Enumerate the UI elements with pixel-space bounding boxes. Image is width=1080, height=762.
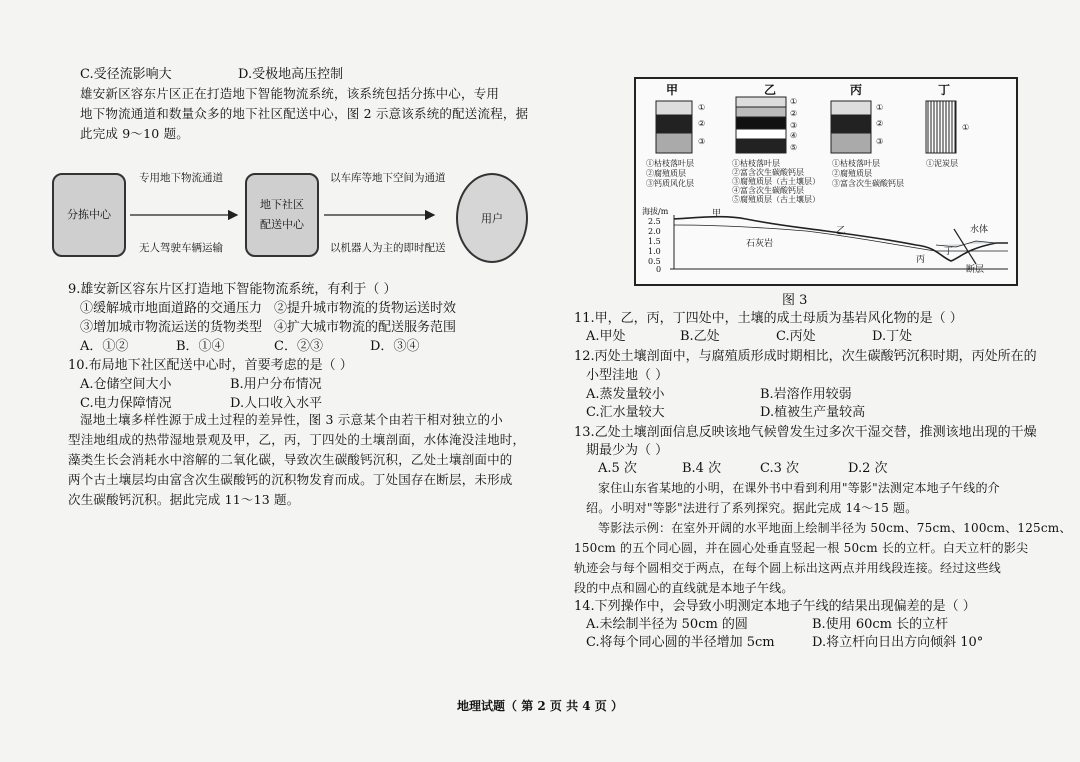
arrow1-bottom-label: 无人驾驶车辆运输 [139, 242, 223, 254]
tick-2-0: 2.0 [648, 227, 661, 236]
q8-option-c: C.受径流影响大 [80, 67, 172, 82]
bing-num-1: ① [876, 103, 884, 112]
yi-num-5: ⑤ [790, 143, 798, 152]
intro-9-10-line3: 此完成 9～10 题。 [80, 126, 190, 141]
q9-opt3: ③增加城市物流运送的货物类型 [80, 320, 263, 335]
q14-stem: 14.下列操作中，会导致小明测定本地子午线的结果出现偏差的是（ ） [574, 599, 976, 614]
fault-label: 断层 [966, 265, 985, 275]
q12-b: B.岩溶作用较弱 [760, 387, 852, 402]
q13-b: B.4 次 [682, 461, 722, 476]
profile-yi-title: 乙 [764, 83, 777, 97]
q9-opt2: ②提升城市物流的货物运送时效 [274, 301, 457, 316]
jia-num-1: ① [698, 103, 706, 112]
cross-bing: 丙 [916, 255, 926, 265]
intro-11-13-line4: 两个古土壤层均由富含次生碳酸钙的沉积物发育而成。丁处国存在断层，未形成 [68, 472, 513, 487]
intro-14-15-line6: 段的中点和圆心的直线就是本地子午线。 [574, 581, 794, 595]
q11-c: C.丙处 [776, 329, 816, 344]
intro-14-15-line5: 轨迹会与每个圆相交于两点，在每个圆上标出这两点并用线段连接。经过这些线 [574, 561, 1002, 575]
q9-b: B．①④ [176, 339, 225, 354]
q9-a: A．①② [80, 339, 129, 354]
ding-legend-1: ①泥炭层 [926, 159, 958, 168]
tick-1-5: 1.5 [648, 237, 661, 246]
yi-num-2: ② [790, 109, 798, 118]
intro-11-13-line2: 型洼地组成的热带湿地景观及甲，乙，丙，丁四处的土壤剖面，水体淹没洼地时， [68, 432, 526, 447]
yi-legend-4: ④富含次生碳酸钙层 [732, 186, 804, 195]
bing-legend-2: ②腐殖质层 [832, 169, 872, 178]
yi-legend-5: ⑤腐殖质层（古土壤层） [732, 195, 820, 204]
yi-num-3: ③ [790, 121, 798, 130]
tick-0: 0 [656, 265, 662, 274]
q14-c: C.将每个同心圆的半径增加 5cm [586, 635, 775, 650]
intro-14-15-line2: 绍。小明对"等影"法进行了系列探究。据此完成 14～15 题。 [586, 501, 918, 515]
tick-1-0: 1.0 [648, 247, 661, 256]
q12-d: D.植被生产量较高 [760, 405, 866, 420]
q10-a: A.仓储空间大小 [80, 377, 172, 392]
fig3-caption: 图 3 [782, 293, 808, 308]
water-label: 水体 [970, 225, 989, 235]
user-label: 用户 [481, 212, 503, 225]
cross-jia: 甲 [712, 209, 722, 219]
q10-c: C.电力保障情况 [80, 396, 172, 411]
intro-9-10-line2: 地下物流通道和数量众多的地下社区配送中心，图 2 示意该系统的配送流程，据 [80, 106, 529, 121]
q13-d: D.2 次 [848, 461, 888, 476]
q13-stem-1: 13.乙处土壤剖面信息反映该地气候曾发生过多次干湿交替，推测该地出现的干燥 [574, 425, 1037, 440]
q10-b: B.用户分布情况 [230, 377, 322, 392]
yi-legend-1: ①枯枝落叶层 [732, 159, 780, 168]
intro-11-13-line1: 湿地土壤多样性源于成土过程的差异性，图 3 示意某个由若干相对独立的小 [80, 412, 503, 427]
q11-stem: 11.甲，乙，丙，丁四处中，土壤的成土母质为基岩风化物的是（ ） [574, 311, 963, 326]
jia-legend-2: ②腐殖质层 [646, 169, 686, 178]
intro-14-15-line4: 150cm 的五个同心圆，并在圆心处垂直竖起一根 50cm 长的立杆。白天立杆的影尖 [574, 541, 1029, 555]
community-center-label-2: 配送中心 [260, 218, 304, 231]
arrow2-bottom-label: 以机器人为主的即时配送 [330, 242, 446, 254]
q13-c: C.3 次 [760, 461, 800, 476]
page-footer: 地理试题（ 第 2 页 共 4 页 ） [457, 699, 623, 713]
q11-d: D.丁处 [872, 329, 913, 344]
bing-num-2: ② [876, 119, 884, 128]
bing-legend-1: ①枯枝落叶层 [832, 159, 880, 168]
yi-legend-2: ②富含次生碳酸钙层 [732, 168, 804, 177]
intro-9-10-line1: 雄安新区容东片区正在打造地下智能物流系统，该系统包括分拣中心，专用 [80, 86, 500, 101]
cross-yi: 乙 [836, 226, 846, 237]
q8-option-d: D.受极地高压控制 [238, 67, 344, 82]
q14-b: B.使用 60cm 长的立杆 [812, 617, 949, 632]
q12-stem-2: 小型洼地（ ） [586, 368, 669, 383]
q12-c: C.汇水量较大 [586, 405, 665, 420]
limestone-label: 石灰岩 [746, 239, 774, 249]
jia-legend-3: ③钙质风化层 [646, 179, 694, 188]
q9-d: D．③④ [370, 339, 420, 354]
q9-stem: 9.雄安新区容东片区打造地下智能物流系统，有利于（ ） [68, 282, 397, 297]
q9-opt4: ④扩大城市物流的配送服务范围 [274, 320, 457, 335]
intro-14-15-line3: 等影法示例：在室外开阔的水平地面上绘制半径为 50cm、75cm、100cm、125cm、 [598, 521, 1072, 535]
elevation-axis-label: 海拔/m [642, 207, 669, 216]
bing-legend-3: ③富含次生碳酸钙层 [832, 179, 904, 188]
jia-legend-1: ①枯枝落叶层 [646, 159, 694, 168]
sort-center-label: 分拣中心 [67, 208, 111, 221]
q9-c: C．②③ [274, 339, 323, 354]
intro-14-15-line1: 家住山东省某地的小明，在课外书中看到利用"等影"法测定本地子午线的介 [598, 481, 1000, 495]
q12-stem-1: 12.丙处土壤剖面中，与腐殖质形成时期相比，次生碳酸钙沉积时期，丙处所在的 [574, 349, 1037, 364]
bing-num-3: ③ [876, 137, 884, 146]
q13-a: A.5 次 [598, 461, 637, 476]
jia-num-2: ② [698, 119, 706, 128]
yi-num-1: ① [790, 97, 798, 106]
profile-jia-title: 甲 [666, 83, 679, 97]
intro-11-13-line3: 藻类生长会消耗水中溶解的二氧化碳，导致次生碳酸钙沉积，乙处土壤剖面中的 [68, 452, 513, 467]
q11-b: B.乙处 [680, 329, 720, 344]
q10-stem: 10.布局地下社区配送中心时，首要考虑的是（ ） [68, 358, 353, 373]
profile-ding-title: 丁 [938, 83, 951, 97]
q11-a: A.甲处 [586, 329, 626, 344]
cross-ding: 丁 [944, 247, 954, 257]
q10-d: D.人口收入水平 [230, 396, 323, 411]
intro-11-13-line5: 次生碳酸钙沉积。据此完成 11～13 题。 [68, 492, 300, 507]
jia-num-3: ③ [698, 137, 706, 146]
q9-opt1: ①缓解城市地面道路的交通压力 [80, 301, 263, 316]
q14-a: A.未绘制半径为 50cm 的圆 [586, 617, 748, 632]
figure-3 [634, 77, 1018, 286]
community-center-label-1: 地下社区 [260, 198, 304, 211]
profile-bing-title: 丙 [850, 83, 863, 97]
arrow1-top-label: 专用地下物流通道 [139, 172, 223, 184]
yi-num-4: ④ [790, 131, 798, 140]
arrow2-top-label: 以车库等地下空间为通道 [330, 172, 446, 184]
q12-a: A.蒸发量较小 [586, 387, 665, 402]
tick-0-5: 0.5 [648, 257, 661, 266]
tick-2-5: 2.5 [648, 217, 661, 226]
ding-num-1: ① [962, 123, 970, 132]
q14-d: D.将立杆向日出方向倾斜 10° [812, 635, 984, 650]
flow-arrows [0, 0, 540, 290]
yi-legend-3: ③腐殖质层（古土壤层） [732, 177, 820, 186]
q13-stem-2: 期最少为（ ） [586, 443, 669, 458]
